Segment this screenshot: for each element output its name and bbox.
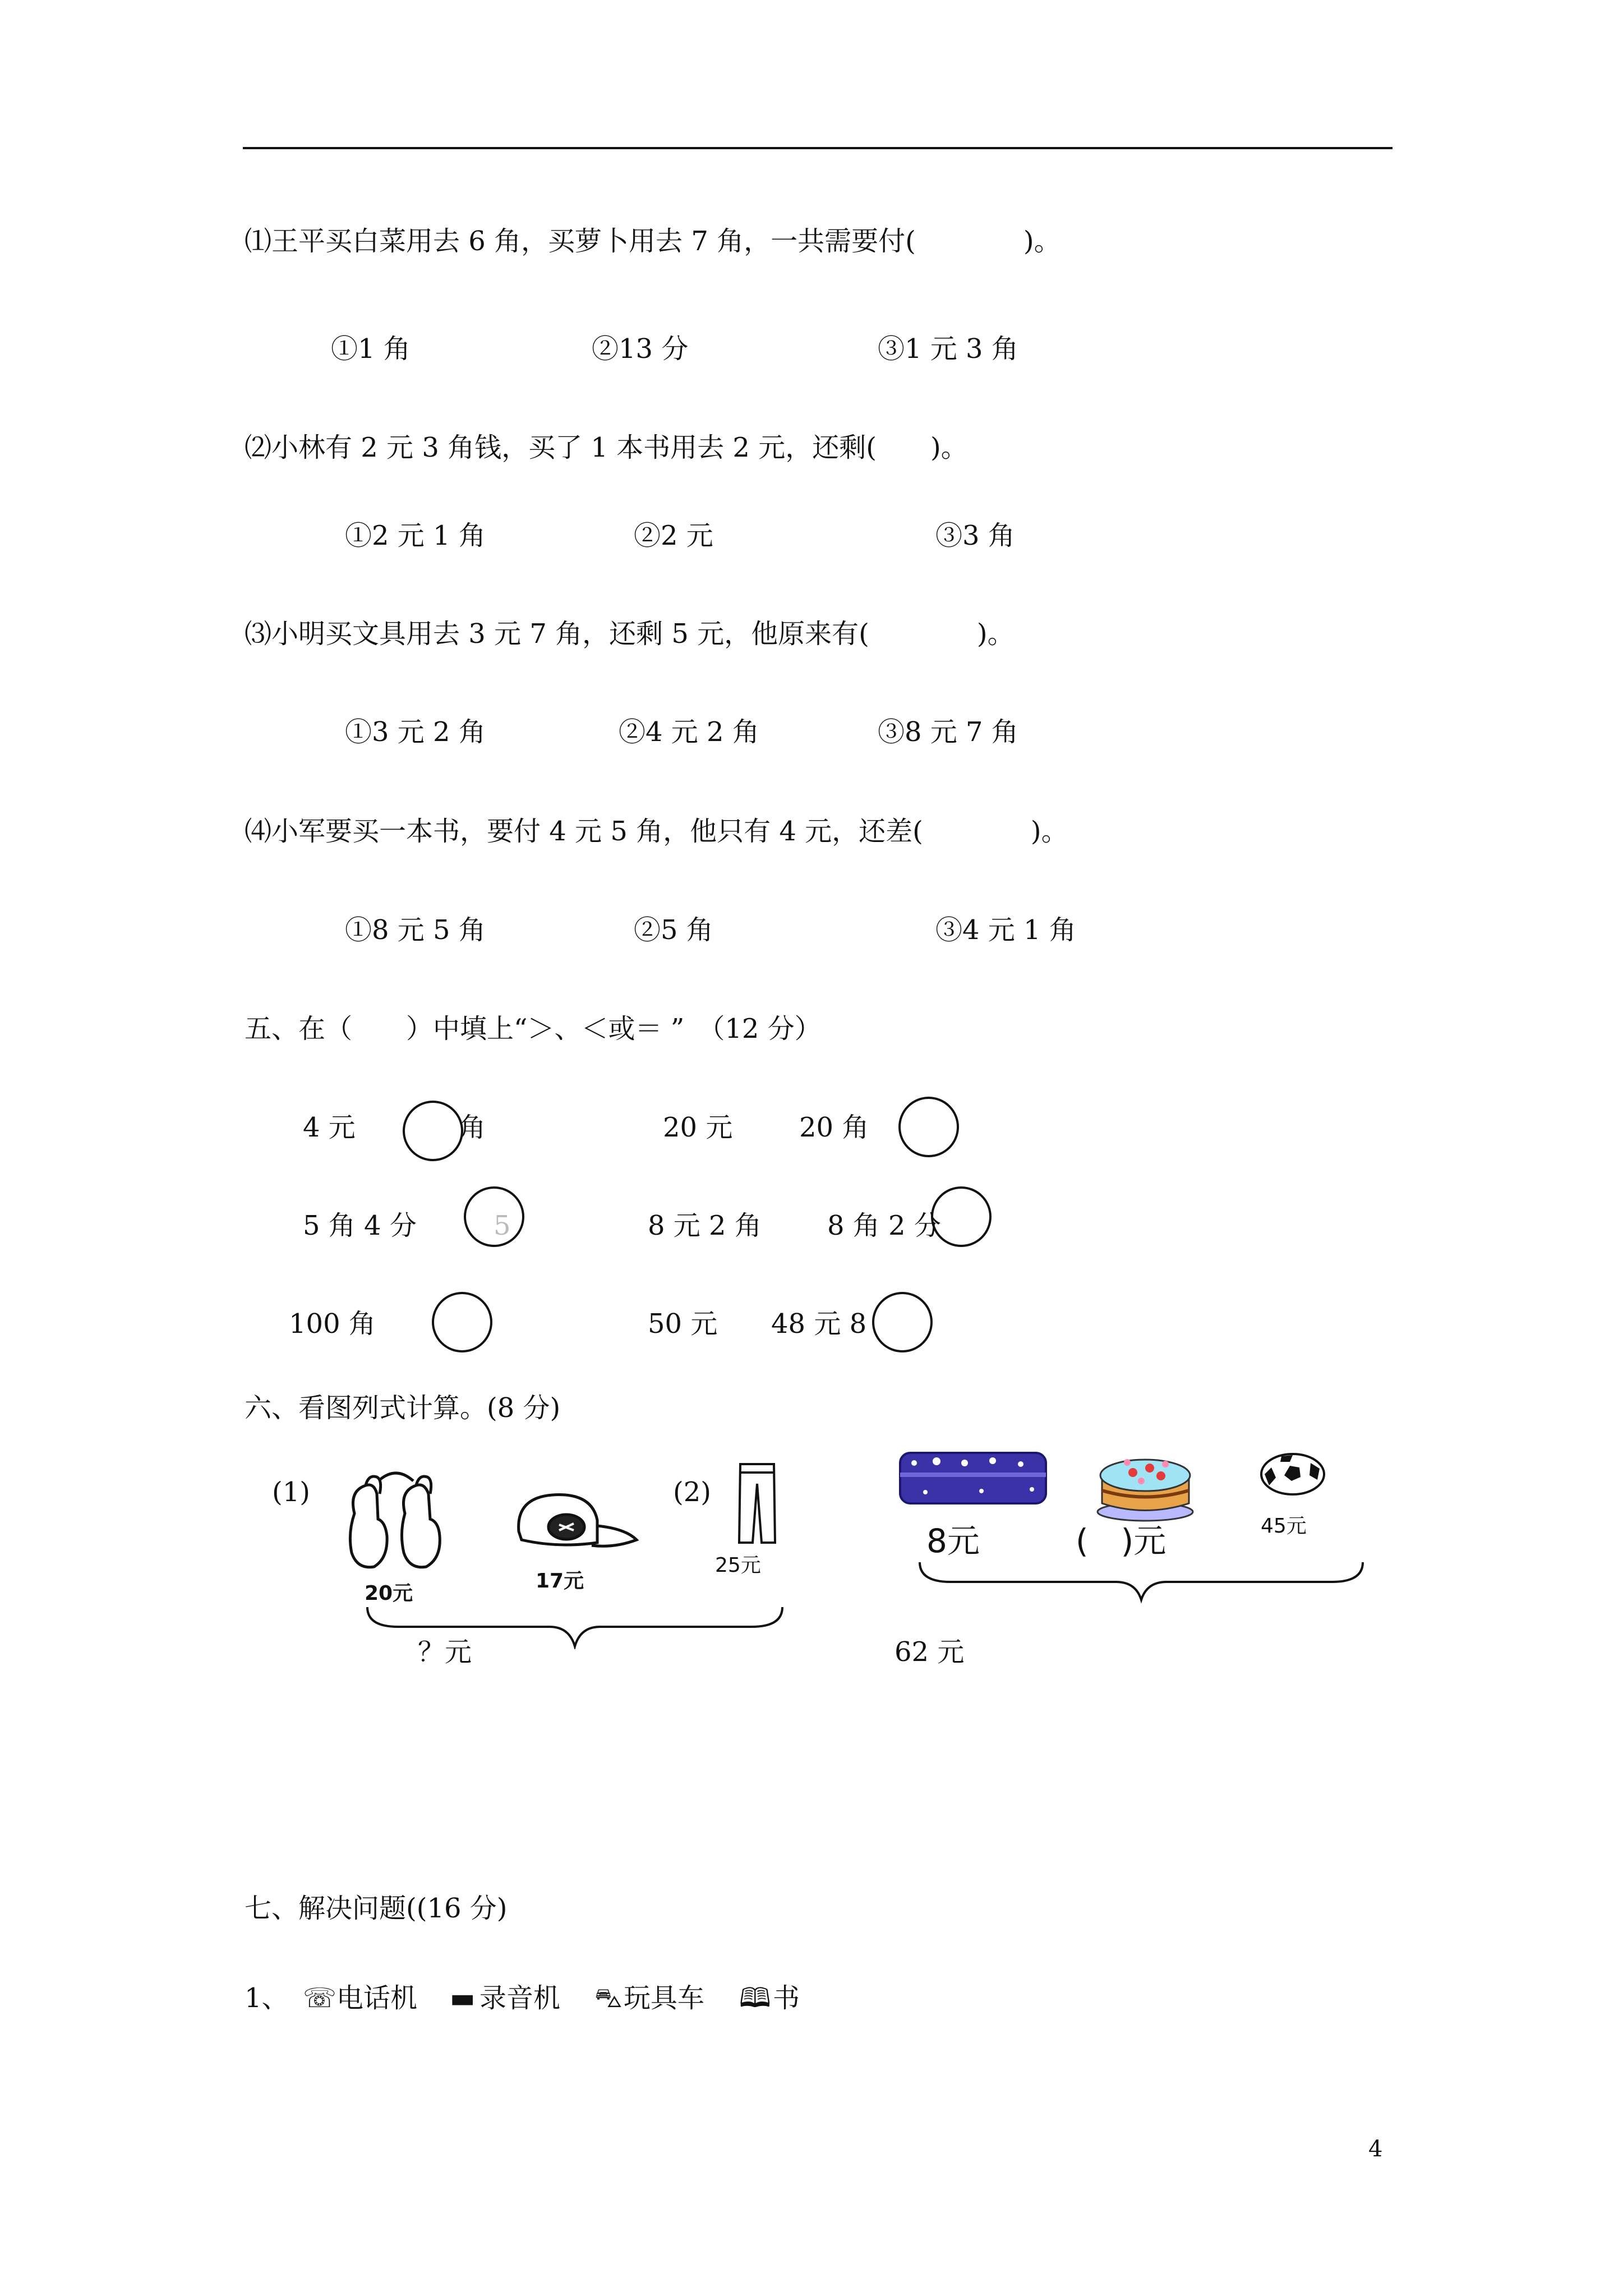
compare-circle[interactable] (872, 1292, 933, 1352)
q7-1-number: 1、 (245, 1982, 289, 2014)
q4-option-3: ③4 元 1 角 (935, 914, 1076, 946)
q2-option-1: ①2 元 1 角 (345, 520, 486, 551)
item-book-label: 书 (773, 1982, 800, 2014)
q3-option-1: ①3 元 2 角 (345, 716, 486, 748)
cmp-2a-right: 5 (494, 1210, 511, 1241)
cmp-1b-left: 20 元 (663, 1112, 733, 1143)
cmp-1b-right: 20 角 (799, 1112, 869, 1143)
cap-price: 17元 (536, 1570, 584, 1593)
compare-circle[interactable] (931, 1186, 992, 1247)
q1-option-2: ②13 分 (592, 333, 689, 365)
telephone-icon: ☏ (303, 1982, 337, 2014)
q3-stem: ⑶小明买文具用去 3 元 7 角，还剩 5 元，他原来有( )。 (245, 618, 1015, 650)
pants-icon (735, 1461, 780, 1545)
q1-stem: ⑴王平买白菜用去 6 角，买萝卜用去 7 角，一共需要付( )。 (245, 226, 1061, 257)
section5-title: 五、在（ ）中填上“＞、＜或＝ ” （12 分） (245, 1013, 822, 1045)
tape-recorder-icon: ▬ (450, 1982, 476, 2014)
q4-stem: ⑷小军要买一本书，要付 4 元 5 角，他只有 4 元，还差( )。 (245, 816, 1068, 847)
cake-icon (1094, 1439, 1197, 1523)
compare-circle[interactable] (898, 1097, 959, 1157)
item-recorder-label: 录音机 (479, 1982, 561, 2014)
cmp-3a-left: 100 角 (289, 1308, 376, 1340)
q4-option-1: ①8 元 5 角 (345, 914, 486, 946)
section7-title: 七、解决问题((16 分) (245, 1893, 508, 1924)
q3-option-3: ③8 元 7 角 (878, 716, 1018, 748)
cmp-2a-left: 5 角 4 分 (303, 1210, 417, 1241)
pencil-case-price: 8元 (926, 1522, 980, 1560)
q2-option-3: ③3 角 (935, 520, 1015, 551)
cake-price: ( )元 (1076, 1522, 1166, 1560)
problem-1-label: (1) (272, 1476, 310, 1508)
soccer-ball-icon (1259, 1452, 1326, 1497)
header-rule (243, 147, 1393, 149)
toy-car-icon: ⛍ (594, 1982, 623, 2014)
q1-option-3: ③1 元 3 角 (878, 333, 1018, 365)
q1-option-1: ①1 角 (331, 333, 411, 365)
gloves-price: 20元 (365, 1582, 413, 1605)
q4-option-2: ②5 角 (634, 914, 713, 946)
section6-title: 六、看图列式计算。(8 分) (245, 1392, 561, 1424)
compare-circle[interactable] (432, 1292, 492, 1352)
q2-option-2: ②2 元 (634, 520, 713, 551)
cmp-3b-left: 50 元 (648, 1308, 718, 1340)
gloves-icon (343, 1469, 455, 1572)
page-number: 4 (1368, 2136, 1383, 2162)
compare-circle[interactable] (464, 1186, 524, 1247)
cmp-3b-right: 48 元 8 (771, 1308, 867, 1340)
pants-price: 25元 (715, 1554, 761, 1577)
problem-2-label: (2) (673, 1476, 711, 1508)
cmp-1a-left: 4 元 (303, 1112, 356, 1143)
cmp-2b-right: 8 角 2 分 (827, 1210, 941, 1241)
cmp-2b-left: 8 元 2 角 (648, 1210, 762, 1241)
item-telephone-label: 电话机 (336, 1982, 418, 2014)
cmp-1a-right: 角 (459, 1112, 486, 1143)
book-icon: 🕮 (739, 1982, 771, 2014)
brace-right (917, 1559, 1366, 1604)
cap-icon (513, 1487, 639, 1559)
total-label: 62 元 (895, 1636, 965, 1668)
q3-option-2: ②4 元 2 角 (619, 716, 759, 748)
ball-price: 45元 (1261, 1515, 1307, 1538)
compare-circle[interactable] (403, 1101, 463, 1161)
sum-label: ？元 (418, 1636, 472, 1668)
pencil-case-icon (897, 1447, 1049, 1509)
q2-stem: ⑵小林有 2 元 3 角钱，买了 1 本书用去 2 元，还剩( )。 (245, 432, 968, 463)
item-toy-car-label: 玩具车 (624, 1982, 705, 2014)
